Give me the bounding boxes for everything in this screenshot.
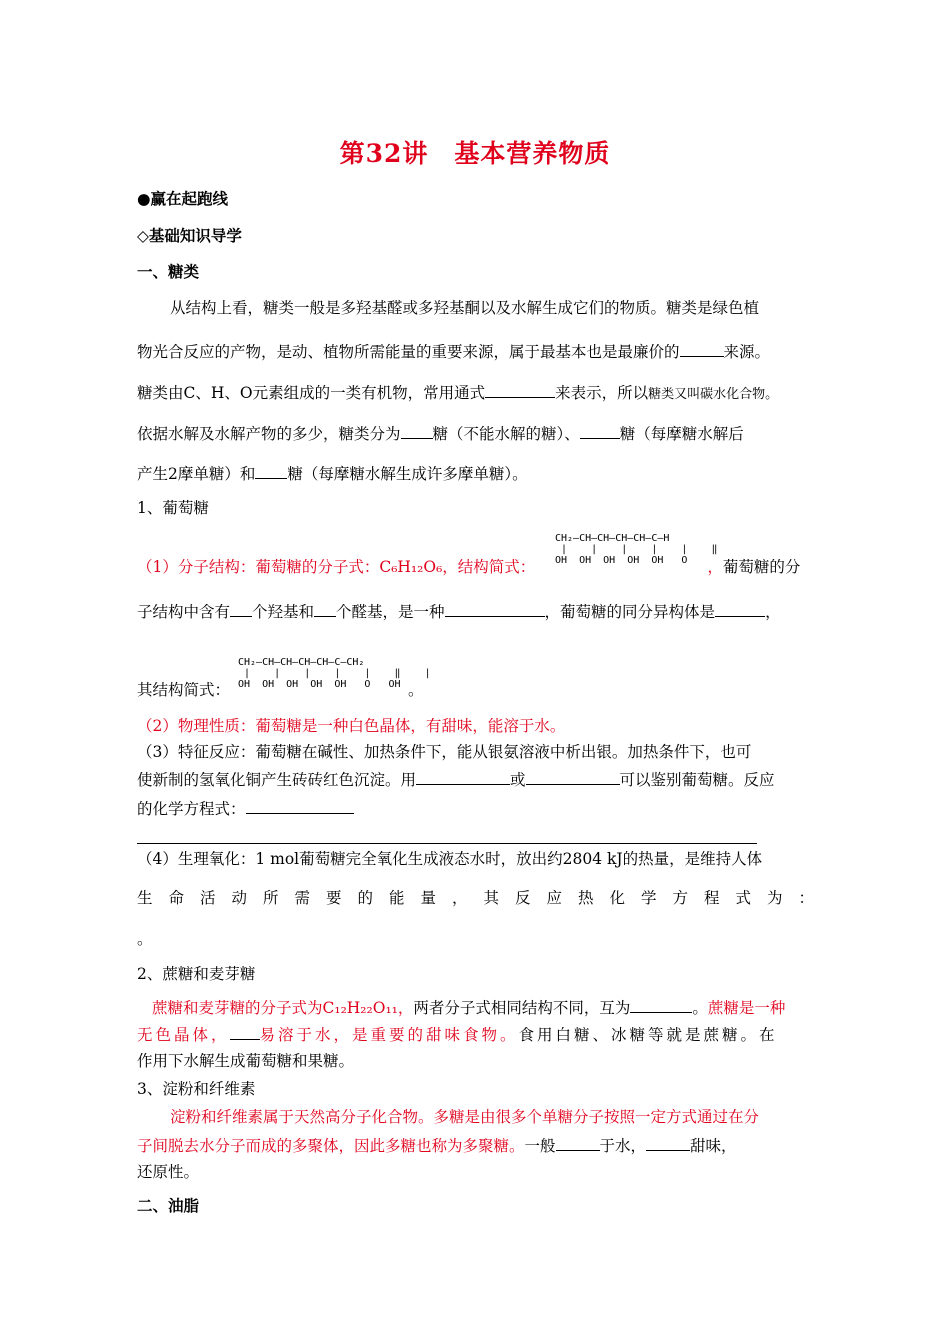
glucose-heading: 1、葡萄糖 <box>137 499 209 517</box>
answer-blank[interactable] <box>646 1134 690 1151</box>
answer-blank[interactable] <box>416 768 510 785</box>
glucose-equation-line: 的化学方程式： <box>137 797 354 820</box>
answer-blank[interactable] <box>715 600 765 617</box>
answer-blank[interactable] <box>445 600 545 617</box>
sugar-para-line-1: 从结构上看，糖类一般是多羟基醛或多羟基酮以及水解生成它们的物质。糖类是绿色植 <box>170 299 760 317</box>
glucose-oxidation-line-3: 。 <box>137 930 153 948</box>
answer-blank[interactable] <box>401 422 433 439</box>
starch-line-2: 子间脱去水分子而成的多聚体，因此多糖也称为多聚糖。一般 于水， 甜味， <box>137 1134 737 1157</box>
fructose-structure: CH₂—CH—CH—CH—CH—C—CH₂ | | | | | ‖ | OH OH OH OH OH O OH <box>238 657 431 690</box>
answer-blank[interactable] <box>526 768 620 785</box>
answer-blank[interactable] <box>556 1134 600 1151</box>
sugar-para-line-4: 依据水解及水解产物的多少，糖类分为 糖（不能水解的糖）、 糖（每摩糖水解后 <box>137 422 744 445</box>
glucose-structure-line: （1）分子结构：葡萄糖的分子式：C₆H₁₂O₆，结构简式： ，葡萄糖的分 <box>137 558 801 576</box>
answer-blank[interactable] <box>580 422 620 439</box>
starch-heading: 3、淀粉和纤维素 <box>137 1080 256 1098</box>
sugar-para-line-3: 糖类由C、H、O元素组成的一类有机物，常用通式 来表示，所以糖类又叫碳水化合物。 <box>137 381 778 406</box>
glucose-reaction-line-2: 使新制的氢氧化铜产生砖砖红色沉淀。用 或 可以鉴别葡萄糖。反应 <box>137 768 775 791</box>
glucose-groups-line: 子结构中含有 个羟基和 个醛基，是一种 ，葡萄糖的同分异构体是 ， <box>137 600 781 623</box>
sucrose-line-1: 蔗糖和麦芽糖的分子式为C₁₂H₂₂O₁₁，两者分子式相同结构不同，互为 。蔗糖是一种 <box>152 996 785 1019</box>
answer-blank[interactable] <box>680 340 724 357</box>
section-heading-sugars: 一、糖类 <box>137 262 200 281</box>
answer-blank[interactable] <box>255 462 287 479</box>
starch-line-3: 还原性。 <box>137 1163 200 1181</box>
glucose-oxidation-line-2: 生命活动所需要的能量，其反应热化学方程式为： <box>137 889 814 907</box>
answer-blank[interactable] <box>230 600 252 617</box>
glucose-structure: CH₂—CH—CH—CH—CH—C—H | | | | | ‖ OH OH OH OH OH O <box>555 533 718 566</box>
answer-blank[interactable] <box>314 600 336 617</box>
sugar-para-line-2: 物光合反应的产物，是动、植物所需能量的重要来源，属于最基本也是最廉价的 来源。 <box>137 340 770 363</box>
glucose-oxidation-line-1: （4）生理氧化：1 mol葡萄糖完全氧化生成液态水时，放出约2804 kJ的热量，是维持人体 <box>137 850 763 868</box>
answer-blank[interactable] <box>630 996 692 1013</box>
sucrose-line-3: 作用下水解生成葡萄糖和果糖。 <box>137 1052 355 1070</box>
starch-line-1: 淀粉和纤维素属于天然高分子化合物。多糖是由很多个单糖分子按照一定方式通过在分 <box>170 1108 760 1126</box>
sucrose-heading: 2、蔗糖和麦芽糖 <box>137 965 256 983</box>
section-heading-start: ●赢在起跑线 <box>137 189 229 208</box>
answer-blank[interactable] <box>230 1023 260 1040</box>
answer-line[interactable] <box>137 843 757 844</box>
sucrose-line-2: 无色晶体， 易溶于水，是重要的甜味食物。食用白糖、冰糖等就是蔗糖。在 <box>137 1023 778 1046</box>
sugar-para-line-5: 产生2摩单糖）和 糖（每摩糖水解生成许多摩单糖）。 <box>137 462 528 485</box>
glucose-physical-properties: （2）物理性质：葡萄糖是一种白色晶体，有甜味，能溶于水。 <box>137 717 566 735</box>
section-heading-basics: ◇基础知识导学 <box>137 226 242 245</box>
answer-blank[interactable] <box>485 381 555 398</box>
section-heading-fats: 二、油脂 <box>137 1196 200 1215</box>
page-title: 第32讲 基本营养物质 <box>339 139 611 168</box>
fructose-structure-line: 其结构简式： 。 <box>137 681 424 699</box>
glucose-reaction-line-1: （3）特征反应：葡萄糖在碱性、加热条件下，能从银氨溶液中析出银。加热条件下，也可 <box>137 743 752 761</box>
answer-blank[interactable] <box>246 797 354 814</box>
